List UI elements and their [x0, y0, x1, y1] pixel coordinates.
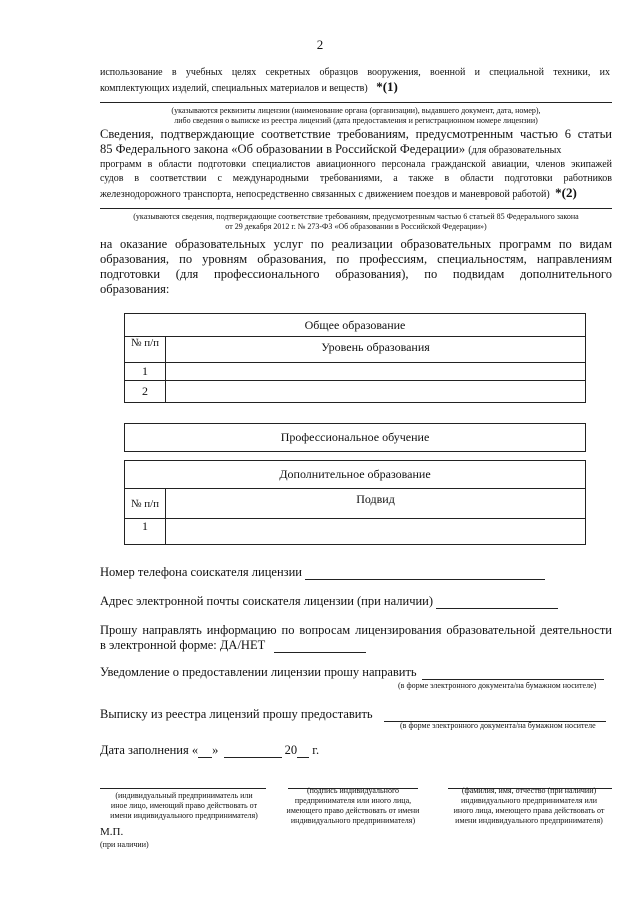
additional-row-num-1: 1 — [125, 519, 166, 545]
license-details-line[interactable] — [100, 98, 612, 103]
top-text-line1: использование в учебных целях секретных образцов вооружения, военной и специальной техники, их — [100, 67, 610, 78]
note2-line1: (указываются сведения, подтверждающие соответствие требованиям, предусмотренным частью 6 статьей 85 Федерального закона — [133, 212, 579, 221]
notice-hint: (в форме электронного документа/на бумажном носителе) — [398, 681, 597, 690]
additional-row-subtype-1[interactable] — [166, 519, 586, 545]
email-label: Адрес электронной почты соискателя лицензии (при наличии) — [100, 594, 434, 608]
svedeniya-line2a: 85 Федерального закона «Об образовании в Российской Федерации» — [100, 142, 466, 156]
general-education-title: Общее образование — [125, 314, 586, 337]
professional-training-title: Профессиональное обучение — [125, 424, 586, 452]
notice-label: Уведомление о предоставлении лицензии прошу направить — [100, 665, 417, 679]
signature-caption-3 — [438, 786, 620, 826]
signature-caption-3-l4: имени индивидуального предпринимателя) — [455, 816, 603, 825]
svedeniya-line2b: (для образовательных — [468, 145, 562, 156]
email-field-row — [100, 594, 558, 609]
services-line3: подготовки (для профессионального образования), по подвидам дополнительного — [100, 267, 612, 281]
phone-input[interactable] — [305, 567, 545, 580]
signature-caption-1-l1: (индивидуальный предприниматель или — [115, 791, 253, 800]
compliance-details-line[interactable] — [100, 204, 612, 209]
footnote-mark-1: *(1) — [376, 79, 398, 94]
services-line2: образования, по уровням образования, по профессиям, специальностям, направлениям — [100, 252, 612, 266]
services-line1: на оказание образовательных услуг по реализации образовательных программ по видам — [100, 237, 612, 251]
signature-caption-2 — [272, 786, 434, 826]
signature-caption-2-l2: предпринимателя или иного лица, — [294, 796, 412, 805]
signature-caption-2-l4: индивидуального предпринимателя) — [290, 816, 416, 825]
svedeniya-line5-text: железнодорожного транспорта, непосредственно связанных с движением поездов и маневровой работой) — [100, 189, 550, 200]
signature-caption-3-l2: индивидуального предпринимателя или — [460, 796, 598, 805]
svedeniya-line5 — [100, 186, 612, 202]
request-line2 — [100, 638, 366, 653]
date-field-row — [100, 743, 319, 758]
general-education-table — [124, 313, 586, 403]
date-close-quote: » — [212, 743, 219, 757]
note1-line2: либо сведения о выписке из реестра лицензий (дата предоставления и регистрационном номере лицензии) — [174, 116, 538, 125]
signature-line-1[interactable] — [100, 788, 266, 789]
note2 — [94, 212, 618, 232]
services-line4: образования: — [100, 282, 170, 296]
date-year-prefix: 20 — [284, 743, 298, 757]
signature-caption-1-l3: имени индивидуального предпринимателя) — [110, 811, 258, 820]
request-label: в электронной форме: ДА/НЕТ — [100, 638, 266, 652]
general-col-level: Уровень образования — [166, 337, 586, 363]
general-col-num: № п/п — [125, 337, 166, 363]
extract-field-row — [100, 707, 606, 722]
date-label: Дата заполнения « — [100, 743, 199, 757]
email-input[interactable] — [436, 596, 558, 609]
general-row-level-2[interactable] — [166, 381, 586, 403]
additional-education-table — [124, 460, 586, 545]
electronic-form-input[interactable] — [274, 640, 366, 653]
additional-education-title: Дополнительное образование — [125, 461, 586, 489]
svedeniya-line1: Сведения, подтверждающие соответствие требованиям, предусмотренным частью 6 статьи — [100, 127, 612, 141]
page-number: 2 — [316, 37, 324, 52]
signature-caption-2-l1: (подпись индивидуального — [306, 786, 400, 795]
stamp-label: М.П. — [100, 826, 124, 838]
date-g: г. — [312, 743, 320, 757]
svedeniya-line3: программ в области подготовки специалистов авиационного персонала гражданской авиации, членов экипажей — [100, 159, 612, 170]
top-text-line2-text: комплектующих изделий, специальных материалов и веществ) — [100, 83, 368, 94]
top-text-line2 — [100, 80, 610, 96]
general-row-num-2: 2 — [125, 381, 166, 403]
stamp-hint: (при наличии) — [100, 840, 149, 849]
note2-line2: от 29 декабря 2012 г. № 273-ФЗ «Об образовании в Российской Федерации») — [225, 222, 487, 231]
note1 — [100, 106, 612, 126]
note1-line1: (указываются реквизиты лицензии (наименование органа (организации), выдавшего документ, дата, номер), — [171, 106, 541, 115]
additional-col-num: № п/п — [125, 489, 166, 519]
date-day-input[interactable] — [198, 745, 212, 758]
svedeniya-line2 — [100, 142, 612, 158]
request-line1: Прошу направлять информацию по вопросам лицензирования образовательной деятельности — [100, 623, 612, 637]
signature-caption-3-l3: иного лица, имеющего права действовать от — [453, 806, 605, 815]
date-month-input[interactable] — [224, 745, 282, 758]
notice-input[interactable] — [422, 667, 604, 680]
notice-field-row — [100, 665, 604, 680]
additional-col-subtype: Подвид — [166, 489, 586, 519]
extract-hint: (в форме электронного документа/на бумажном носителе — [400, 721, 596, 730]
date-year-input[interactable] — [297, 745, 309, 758]
signature-caption-3-l1: (фамилия, имя, отчество (при наличии) — [461, 786, 597, 795]
svedeniya-line4: судов в соответствии с международными требованиями, а также в области подготовки работников — [100, 173, 612, 184]
phone-label: Номер телефона соискателя лицензии — [100, 565, 302, 579]
general-row-num-1: 1 — [125, 363, 166, 381]
signature-caption-1 — [96, 791, 272, 821]
footnote-mark-2: *(2) — [555, 185, 577, 200]
extract-label: Выписку из реестра лицензий прошу предоставить — [100, 707, 373, 721]
signature-caption-1-l2: иное лицо, имеющий право действовать от — [110, 801, 258, 810]
professional-training-table — [124, 423, 586, 452]
phone-field-row — [100, 565, 545, 580]
general-row-level-1[interactable] — [166, 363, 586, 381]
signature-caption-2-l3: имеющего право действовать от имени — [286, 806, 420, 815]
